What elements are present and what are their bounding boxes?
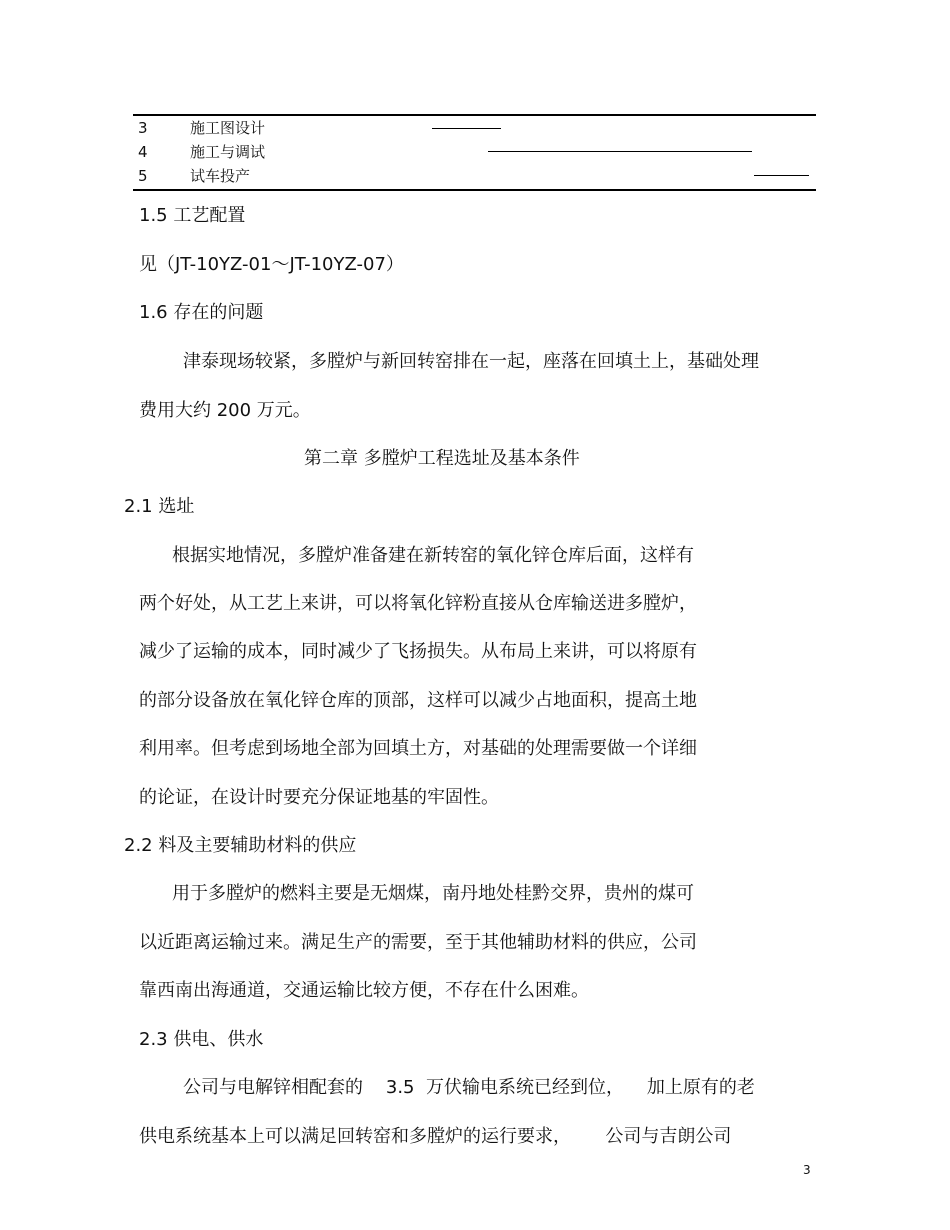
paragraph-line: 公司与电解锌相配套的 3.5 万伏输电系统已经到位， 加上原有的老 — [183, 1077, 755, 1098]
section-heading-2-3: 2.3 供电、供水 — [139, 1029, 264, 1050]
gantt-bar — [488, 151, 752, 152]
paragraph-line: 津泰现场较紧，多膛炉与新回转窑排在一起，座落在回填土上，基础处理 — [183, 351, 759, 372]
table-bottom-rule — [133, 189, 816, 191]
section-heading-1-5: 1.5 工艺配置 — [139, 205, 246, 226]
chapter-title: 第二章 多膛炉工程选址及基本条件 — [304, 448, 580, 469]
paragraph-line: 用于多膛炉的燃料主要是无烟煤，南丹地处桂黔交界，贵州的煤可 — [172, 883, 694, 904]
paragraph-line: 减少了运输的成本，同时减少了飞扬损失。从布局上来讲，可以将原有 — [139, 641, 697, 662]
row-number: 5 — [138, 167, 148, 185]
paragraph-line: 的部分设备放在氧化锌仓库的顶部，这样可以减少占地面积，提高土地 — [139, 690, 697, 711]
row-task: 施工与调试 — [190, 143, 266, 161]
row-number: 4 — [138, 143, 148, 161]
section-heading-2-1: 2.1 选址 — [124, 496, 195, 517]
paragraph-line: 费用大约 200 万元。 — [139, 400, 311, 421]
paragraph-line: 以近距离运输过来。满足生产的需要，至于其他辅助材料的供应，公司 — [139, 932, 697, 953]
paragraph-line: 利用率。但考虑到场地全部为回填土方，对基础的处理需要做一个详细 — [139, 738, 697, 759]
page-number: 3 — [803, 1163, 811, 1177]
table-top-rule — [133, 114, 816, 116]
section-heading-1-6: 1.6 存在的问题 — [139, 302, 264, 323]
row-number: 3 — [138, 119, 148, 137]
gantt-bar — [432, 128, 501, 129]
row-task: 试车投产 — [190, 167, 251, 185]
gantt-bar — [754, 175, 809, 176]
section-heading-2-2: 2.2 料及主要辅助材料的供应 — [124, 835, 357, 856]
paragraph-line: 根据实地情况，多膛炉准备建在新转窑的氧化锌仓库后面，这样有 — [172, 545, 694, 566]
paragraph-line: 靠西南出海通道，交通运输比较方便，不存在什么困难。 — [139, 980, 589, 1001]
paragraph-line: 的论证，在设计时要充分保证地基的牢固性。 — [139, 787, 499, 808]
section-text-1-5: 见（JT-10YZ-01～JT-10YZ-07） — [139, 254, 404, 275]
paragraph-line: 两个好处，从工艺上来讲，可以将氧化锌粉直接从仓库输送进多膛炉， — [139, 593, 697, 614]
row-task: 施工图设计 — [190, 119, 266, 137]
paragraph-line: 供电系统基本上可以满足回转窑和多膛炉的运行要求， 公司与吉朗公司 — [139, 1126, 732, 1147]
